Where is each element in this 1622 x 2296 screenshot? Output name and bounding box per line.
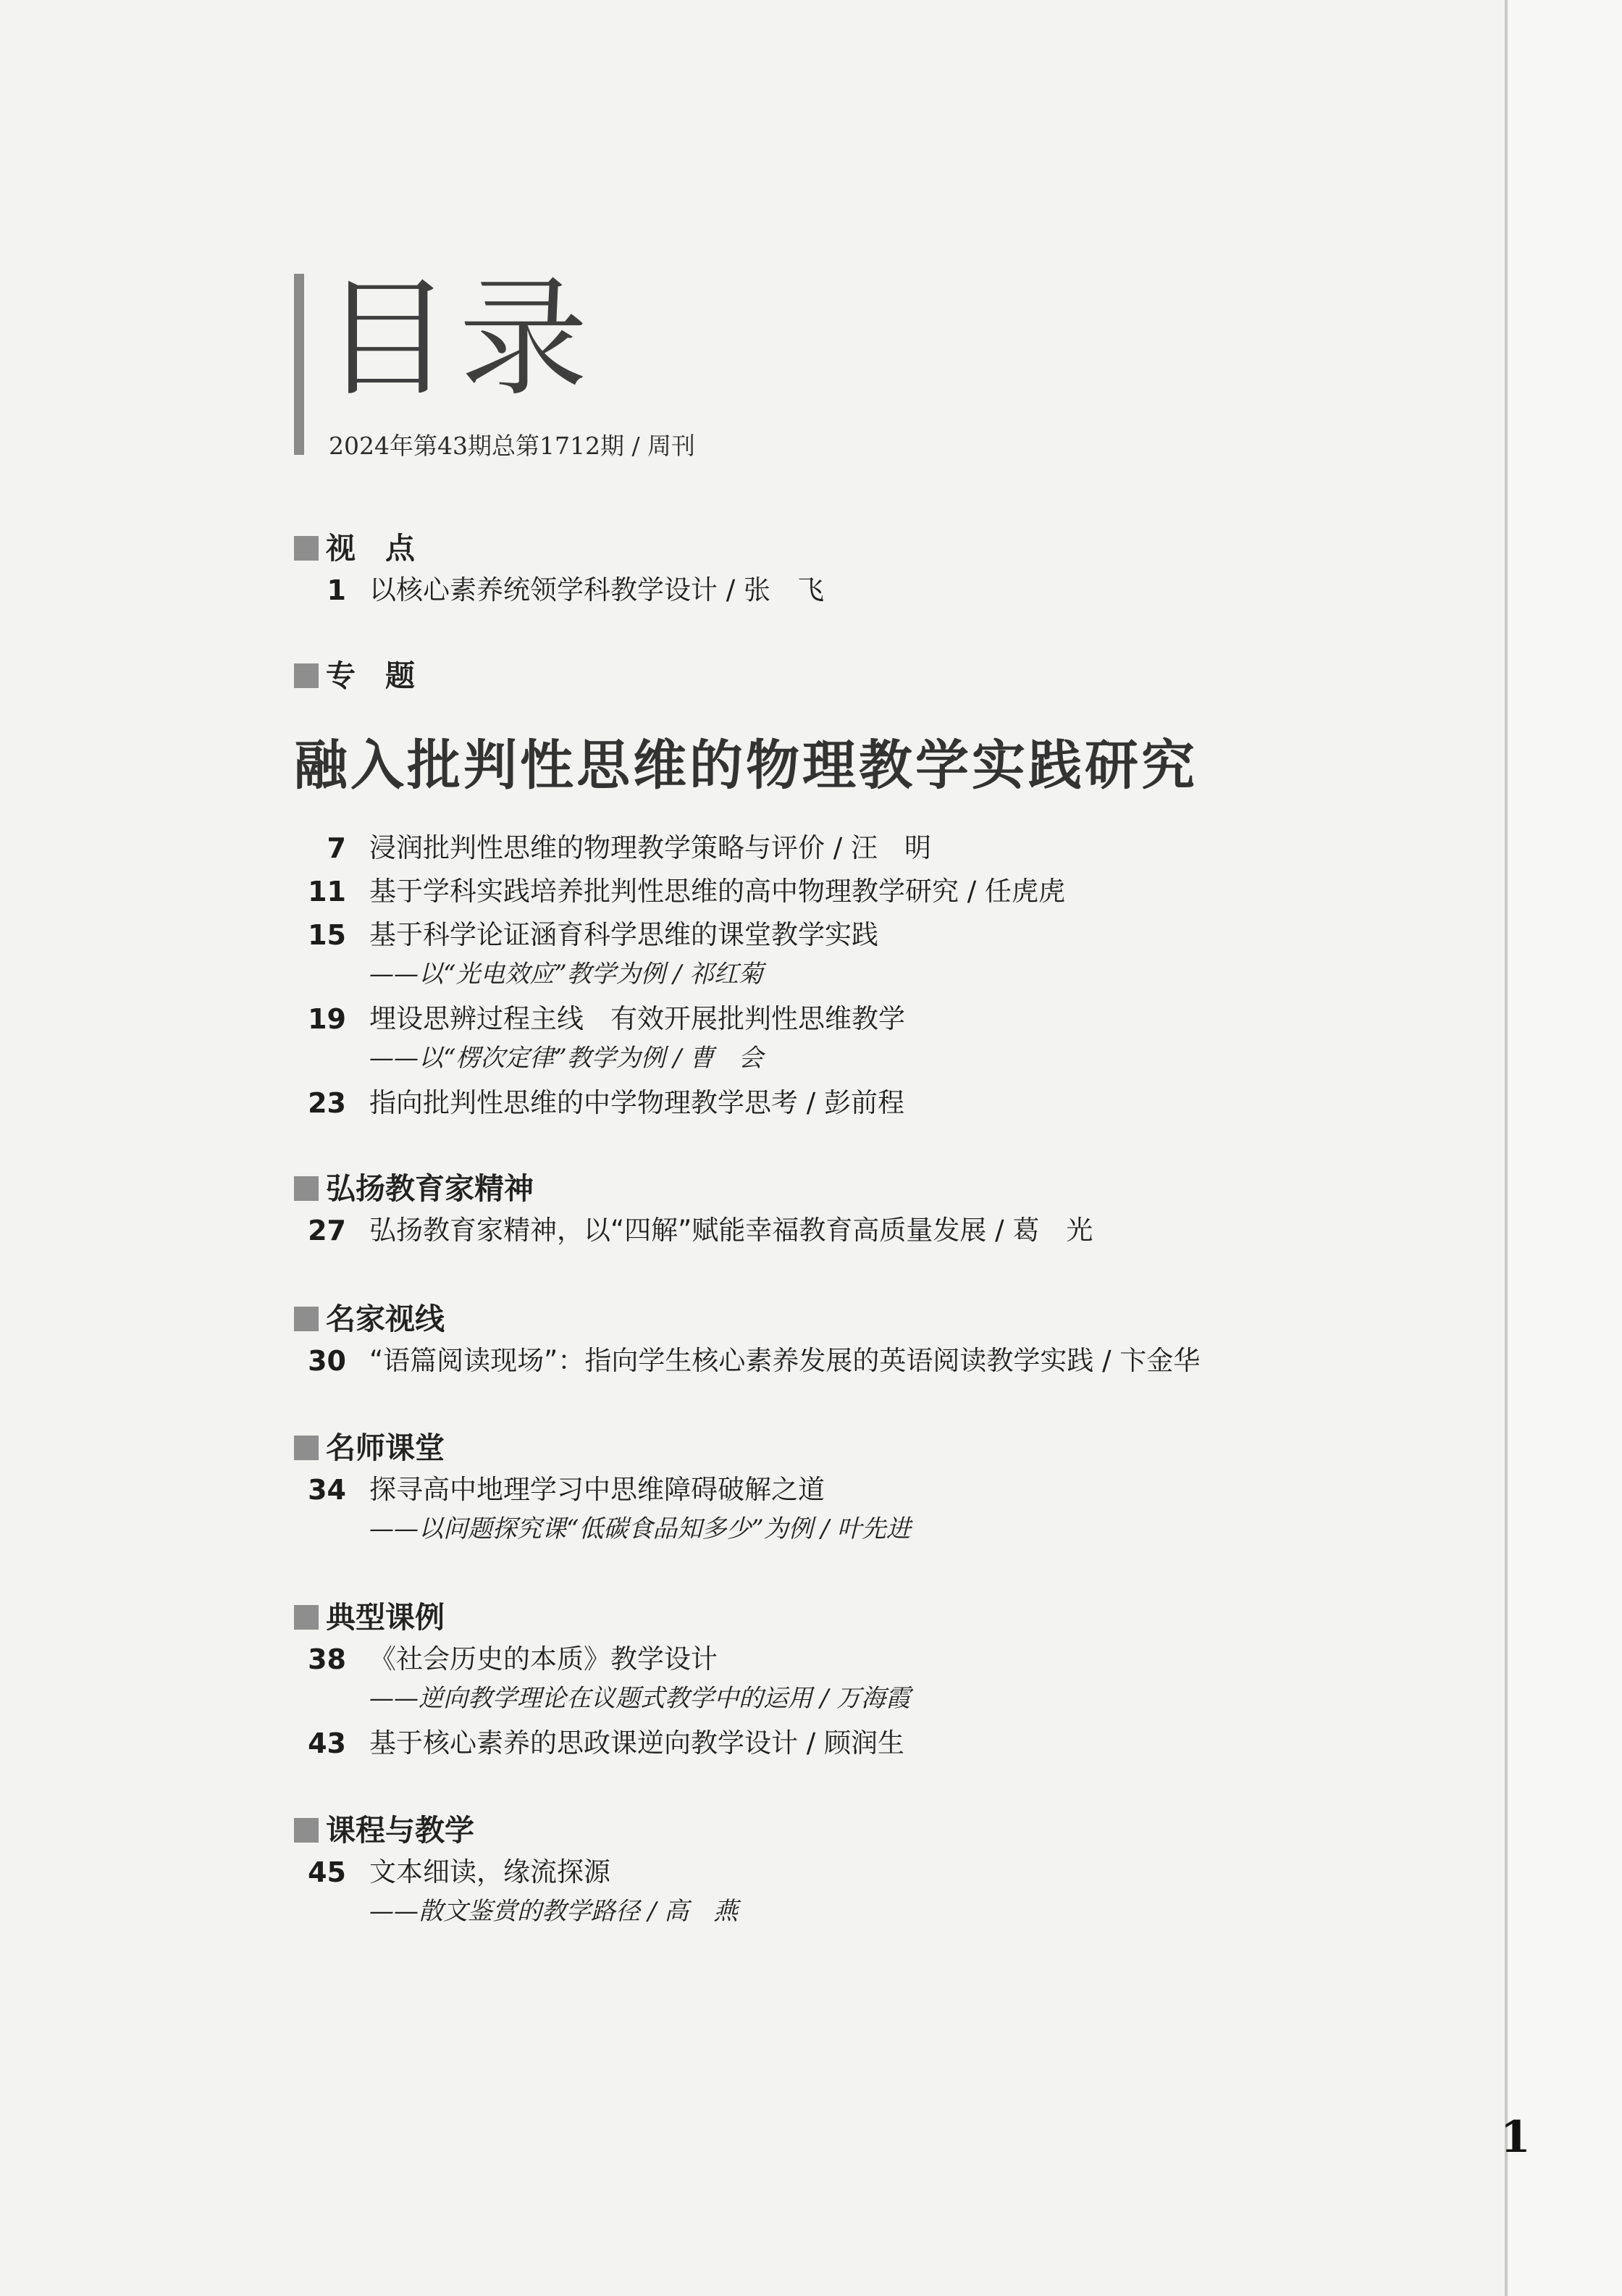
entry-title: 基于核心素养的思政课逆向教学设计 / 顾润生 (369, 1727, 904, 1759)
entry-page: 30 (308, 1345, 346, 1377)
entry-title: 文本细读，缘流探源 (369, 1856, 610, 1888)
entry-title: 基于科学论证涵育科学思维的课堂教学实践 (369, 919, 878, 950)
entry-page: 27 (308, 1215, 346, 1247)
entry-page: 7 (327, 832, 346, 864)
section-heading-master-class (294, 1430, 445, 1466)
entry-title: 弘扬教育家精神，以“四解”赋能幸福教育高质量发展 / 葛 光 (369, 1215, 1093, 1246)
entry-subtitle: ——散文鉴赏的教学路径 / 高 燕 (369, 1897, 739, 1926)
title-accent-bar (294, 274, 304, 455)
entry-page: 1 (327, 574, 346, 606)
toc-entry[interactable] (293, 831, 931, 865)
entry-title: 《社会历史的本质》教学设计 (369, 1643, 718, 1675)
entry-title: 基于学科实践培养批判性思维的高中物理教学研究 / 任虎虎 (369, 876, 1065, 907)
toc-entry[interactable] (293, 1086, 904, 1120)
toc-entry[interactable] (293, 1214, 1093, 1247)
section-label: 典型课例 (326, 1600, 445, 1635)
feature-title: 融入批判性思维的物理教学实践研究 (294, 734, 1198, 797)
section-label: 课程与教学 (326, 1813, 474, 1848)
section-marker-icon (294, 1818, 319, 1843)
entry-page: 43 (308, 1727, 346, 1759)
entry-page: 45 (308, 1856, 346, 1888)
entry-subtitle: ——逆向教学理论在议题式教学中的运用 / 万海霞 (369, 1684, 911, 1713)
section-marker-icon (294, 1307, 319, 1331)
section-label: 视 点 (326, 531, 415, 566)
toc-entry[interactable] (293, 1727, 904, 1760)
section-marker-icon (294, 1436, 319, 1460)
section-heading-educator-spirit (294, 1170, 534, 1207)
section-label: 专 题 (326, 658, 415, 693)
toc-entry[interactable] (293, 918, 878, 952)
entry-subtitle: ——以“光电效应”教学为例 / 祁红菊 (369, 960, 763, 989)
section-marker-icon (294, 1605, 319, 1630)
page-title: 目录 (323, 264, 595, 414)
section-label: 名家视线 (326, 1302, 445, 1336)
entry-page: 38 (308, 1643, 346, 1675)
page-edge (1505, 0, 1508, 2296)
entry-title: 指向批判性思维的中学物理教学思考 / 彭前程 (369, 1087, 904, 1118)
entry-title: 以核心素养统领学科教学设计 / 张 飞 (369, 574, 824, 606)
section-heading-expert-view (294, 1301, 445, 1337)
toc-entry[interactable] (293, 1002, 905, 1036)
toc-entry[interactable] (293, 1344, 1200, 1378)
toc-entry[interactable] (293, 1643, 718, 1676)
section-marker-icon (294, 536, 319, 561)
section-label: 名师课堂 (326, 1430, 445, 1465)
entry-title: 浸润批判性思维的物理教学策略与评价 / 汪 明 (369, 832, 931, 863)
section-heading-feature (294, 658, 415, 694)
toc-entry[interactable] (293, 574, 824, 607)
entry-page: 19 (308, 1003, 346, 1035)
toc-entry[interactable] (293, 1473, 825, 1507)
toc-entry[interactable] (293, 1856, 610, 1889)
section-marker-icon (294, 1176, 319, 1201)
entry-page: 15 (308, 919, 346, 951)
section-heading-typical-lessons (294, 1599, 445, 1635)
entry-page: 34 (308, 1474, 346, 1506)
section-heading-curriculum (294, 1812, 474, 1848)
entry-title: 探寻高中地理学习中思维障碍破解之道 (369, 1474, 825, 1505)
page-margin (1509, 0, 1622, 2296)
toc-entry[interactable] (293, 875, 1065, 908)
issue-info: 2024年第43期总第1712期 / 周刊 (329, 432, 696, 460)
section-marker-icon (294, 663, 319, 688)
entry-title: 埋设思辨过程主线 有效开展批判性思维教学 (369, 1003, 905, 1034)
entry-subtitle: ——以问题探究课“低碳食品知多少”为例 / 叶先进 (369, 1514, 911, 1543)
section-heading-viewpoint (294, 530, 415, 566)
entry-page: 11 (308, 876, 346, 908)
entry-subtitle: ——以“楞次定律”教学为例 / 曹 会 (369, 1044, 763, 1073)
entry-title: “语篇阅读现场”：指向学生核心素养发展的英语阅读教学实践 / 卞金华 (369, 1345, 1201, 1376)
section-label: 弘扬教育家精神 (326, 1171, 534, 1206)
page-number-mark: 1 (1500, 2112, 1531, 2163)
entry-page: 23 (308, 1087, 346, 1119)
